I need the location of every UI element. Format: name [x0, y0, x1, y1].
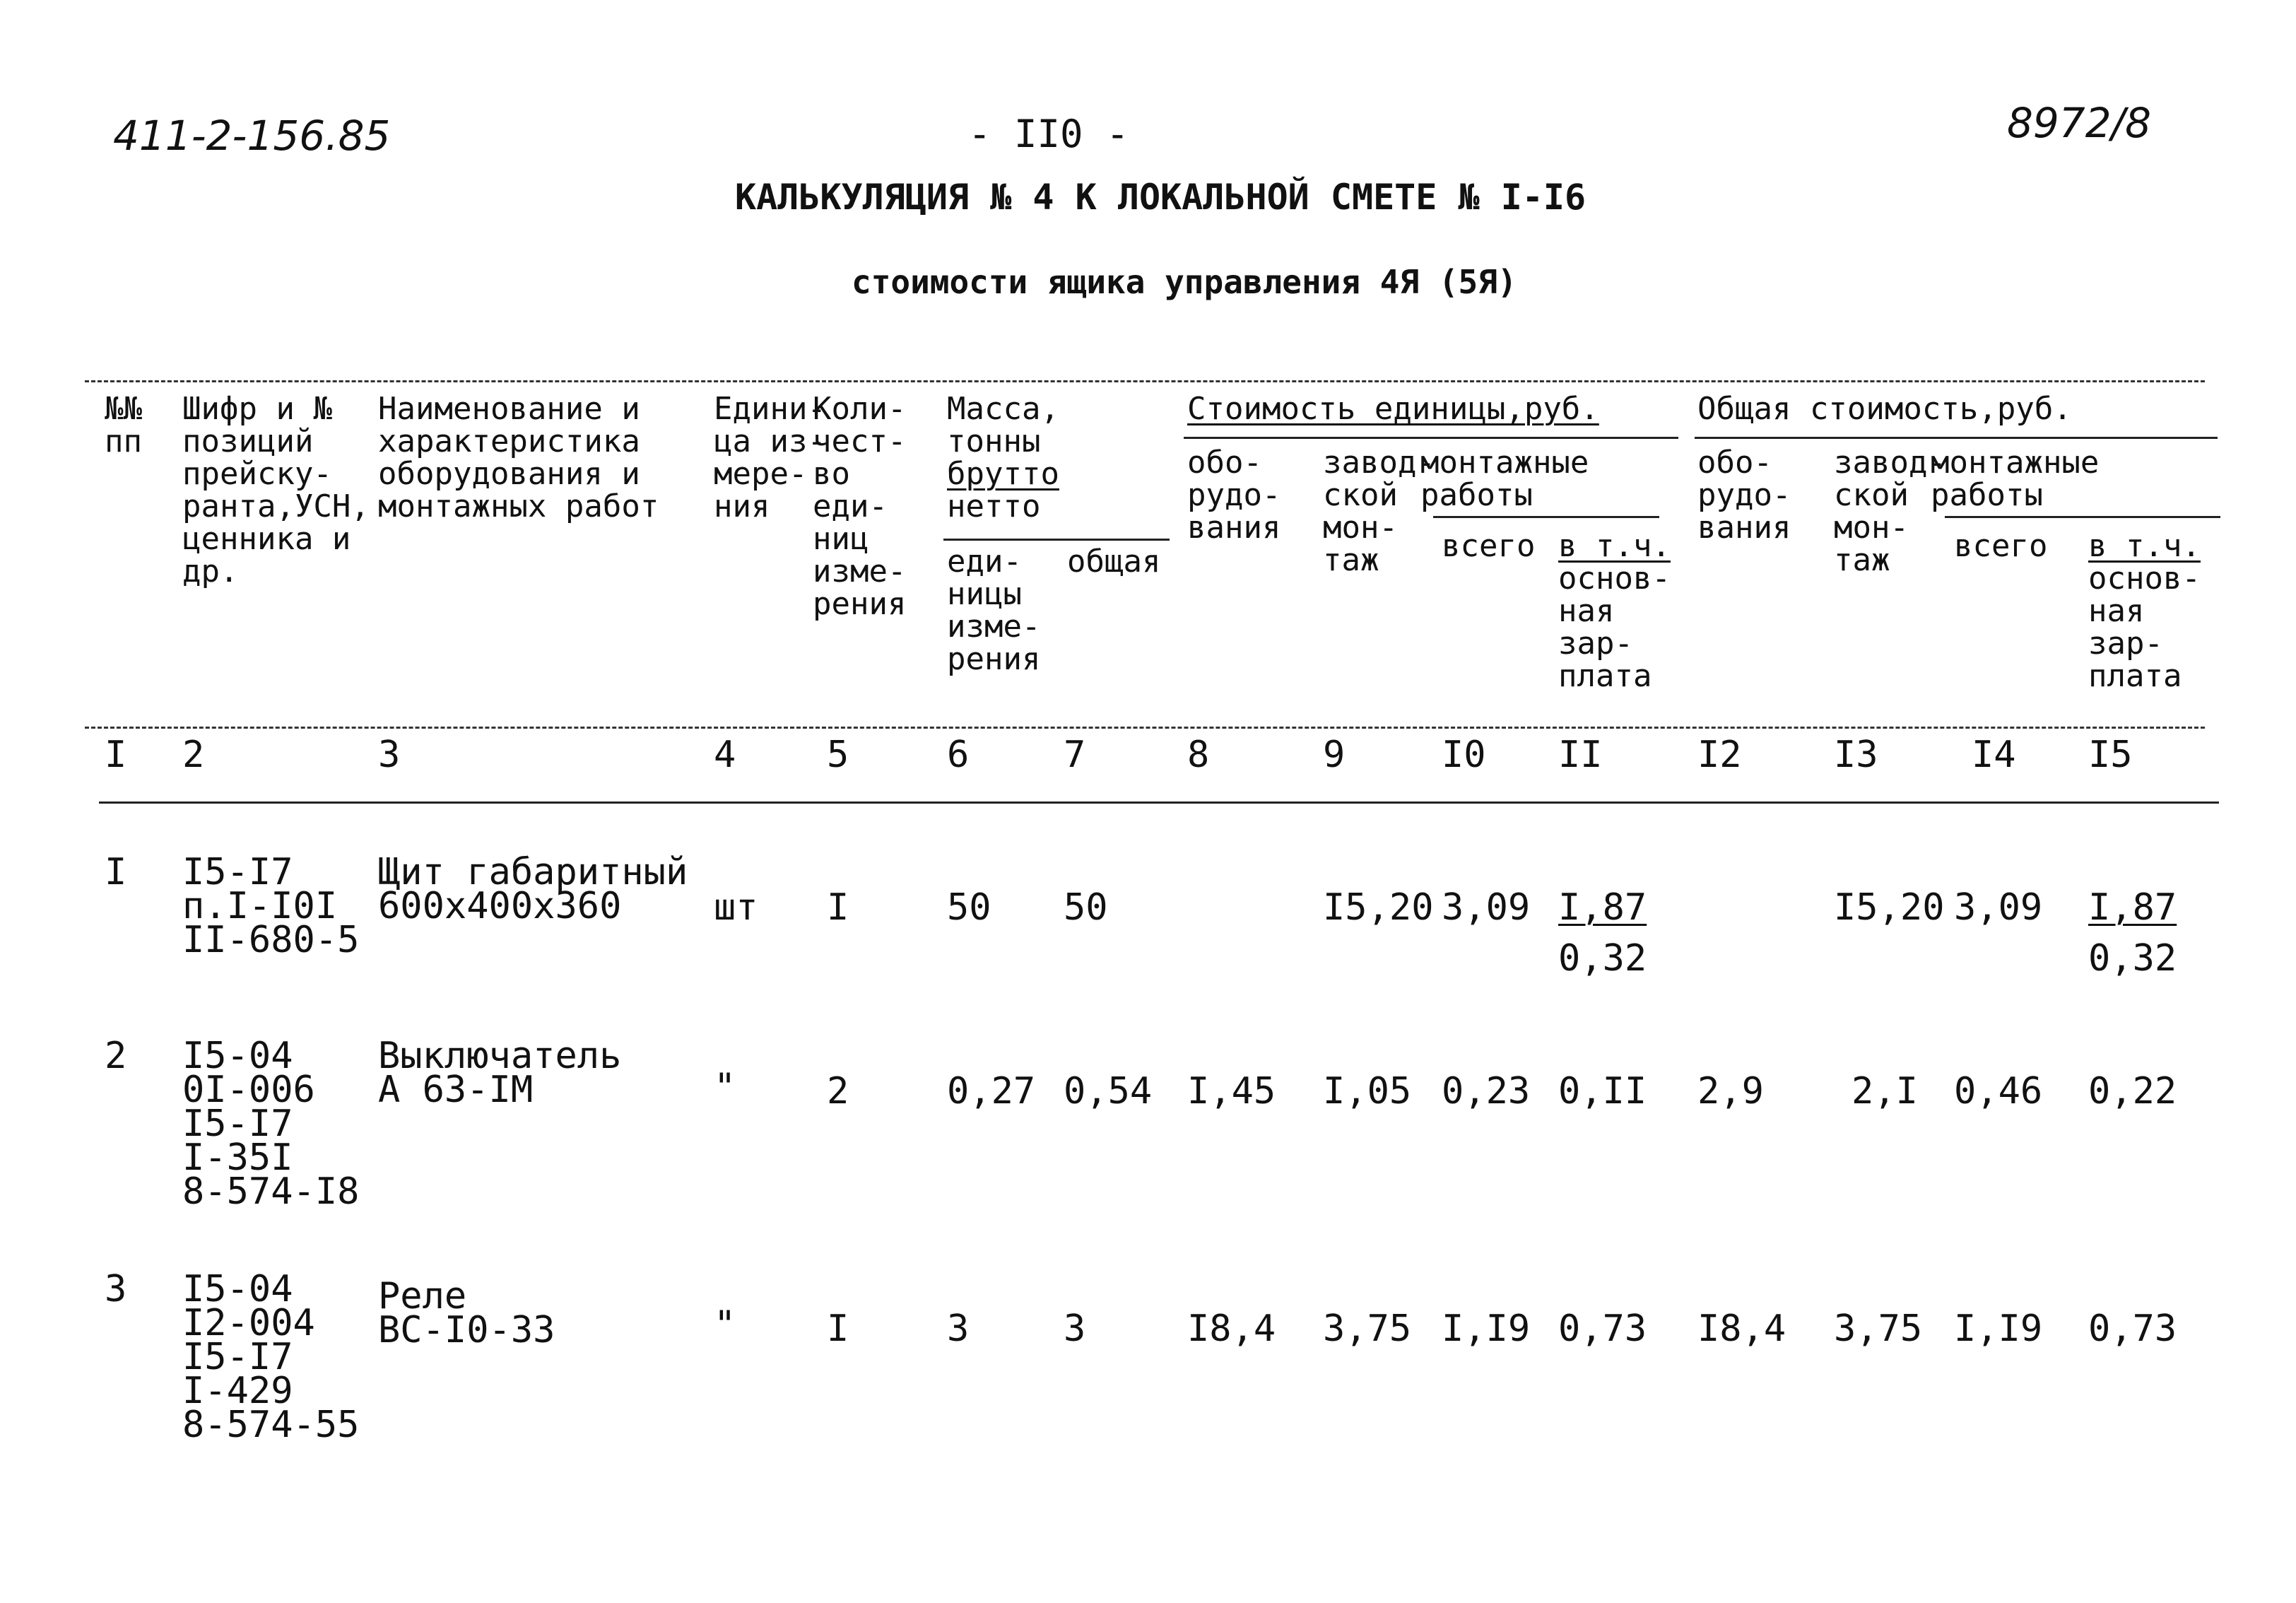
col-number: II	[1558, 734, 1603, 776]
col-number: 6	[947, 734, 970, 776]
works-rule-2	[1945, 516, 2220, 518]
header-top-rule	[85, 380, 2205, 382]
mass-sub-rule	[943, 539, 1170, 541]
col-number: 5	[827, 734, 849, 776]
total-cost-rule	[1695, 437, 2218, 439]
equipment-unit-cost: I8,4	[1187, 1308, 1276, 1350]
header-col-8: обо- рудо- вания	[1187, 445, 1281, 546]
row-number: 3	[105, 1268, 127, 1310]
page-number: - II0 -	[968, 112, 1129, 156]
works-rule	[1433, 516, 1659, 518]
col-number: 3	[378, 734, 401, 776]
mass-per-unit: 50	[947, 886, 991, 929]
factory-install-unit-cost: I5,20	[1323, 886, 1434, 929]
unit-of-measure: шт	[714, 886, 758, 929]
col-number: I0	[1442, 734, 1486, 776]
mass-total: 50	[1064, 886, 1108, 929]
col-number: I5	[2088, 734, 2133, 776]
header-brutto: брутто	[947, 456, 1059, 492]
column-number-rule	[99, 802, 2219, 804]
col-number: 9	[1323, 734, 1346, 776]
item-name: Реле ВС-I0-33	[378, 1275, 555, 1351]
quantity: I	[827, 1308, 849, 1350]
mass-total: 0,54	[1064, 1070, 1153, 1112]
factory-install-total-cost: I5,20	[1834, 886, 1945, 929]
header-col-5: Коли- чест- во еди- ниц изме- рения	[813, 391, 907, 622]
works-total-cost: 3,09	[1954, 886, 2043, 929]
header-col-10: всего	[1442, 528, 1536, 564]
header-unit-cost: Стоимость единицы,руб.	[1187, 391, 1599, 427]
header-col-1: №№ пп	[105, 391, 142, 459]
quantity: 2	[827, 1070, 849, 1112]
row-number: I	[105, 851, 127, 893]
wage-total-cost: 0,22	[2088, 1070, 2177, 1112]
mass-per-unit: 3	[947, 1308, 970, 1350]
header-col-11: основ- ная зар- плата	[1558, 560, 1671, 694]
col-number: I4	[1972, 734, 2016, 776]
header-col-9: завод- ской мон- таж	[1323, 445, 1435, 578]
factory-install-total-cost: 3,75	[1834, 1308, 1923, 1350]
header-col-15-prefix: в т.ч.	[2088, 528, 2201, 564]
works-total-cost: I,I9	[1954, 1308, 2043, 1350]
equipment-total-cost: 2,9	[1697, 1070, 1764, 1112]
unit-of-measure: "	[714, 1303, 736, 1346]
header-mass: Масса, тонны	[947, 391, 1059, 459]
works-total-cost: 0,46	[1954, 1070, 2043, 1112]
row-number: 2	[105, 1035, 127, 1077]
wage-total-cost-top: I,87	[2088, 886, 2177, 929]
unit-of-measure: "	[714, 1066, 736, 1108]
header-netto: нетто	[947, 488, 1041, 524]
position-code: I5-I7 п.I-I0I II-680-5	[182, 851, 360, 961]
header-col-6: еди- ницы изме- рения	[947, 544, 1041, 677]
position-code: I5-04 0I-006 I5-I7 I-35I 8-574-I8	[182, 1035, 360, 1213]
col-number: 2	[182, 734, 205, 776]
header-col-2: Шифр и № позиций прейску- ранта,УСН, ценника и др.	[182, 391, 370, 589]
mass-per-unit: 0,27	[947, 1070, 1036, 1112]
document-subtitle: стоимости ящика управления 4Я (5Я)	[852, 263, 1517, 301]
unit-cost-rule	[1184, 437, 1678, 439]
col-number: I3	[1834, 734, 1878, 776]
wage-total-cost: 0,73	[2088, 1308, 2177, 1350]
header-col-3: Наименование и характеристика оборудования и монтажных работ	[378, 391, 659, 524]
wage-unit-cost: 0,II	[1558, 1070, 1647, 1112]
mass-total: 3	[1064, 1308, 1086, 1350]
header-install-works-2: монтажные работы	[1931, 445, 2100, 513]
col-number: 4	[714, 734, 736, 776]
document-code: 411-2-156.85	[113, 112, 391, 160]
header-col-11-prefix: в т.ч.	[1558, 528, 1671, 564]
equipment-total-cost: I8,4	[1697, 1308, 1786, 1350]
works-unit-cost: 3,09	[1442, 886, 1531, 929]
equipment-unit-cost: I,45	[1187, 1070, 1276, 1112]
col-number: I2	[1697, 734, 1742, 776]
header-col-7: общая	[1067, 544, 1161, 580]
col-number: 8	[1187, 734, 1210, 776]
header-col-12: обо- рудо- вания	[1697, 445, 1791, 546]
header-col-4: Едини- ца из- мере- ния	[714, 391, 826, 524]
sheet-reference: 8972/8	[2007, 99, 2152, 147]
factory-install-unit-cost: 3,75	[1323, 1308, 1412, 1350]
col-number: 7	[1064, 734, 1086, 776]
header-col-13: завод- ской мон- таж	[1834, 445, 1946, 578]
wage-unit-cost-top: I,87	[1558, 886, 1647, 929]
header-install-works: монтажные работы	[1420, 445, 1589, 513]
document-title: КАЛЬКУЛЯЦИЯ № 4 К ЛОКАЛЬНОЙ СМЕТЕ № I-I6	[735, 177, 1586, 218]
factory-install-total-cost: 2,I	[1851, 1070, 1918, 1112]
wage-unit-cost-bottom: 0,32	[1558, 937, 1647, 980]
position-code: I5-04 I2-004 I5-I7 I-429 8-574-55	[182, 1268, 360, 1446]
item-name: Щит габаритный 600x400x360	[378, 851, 688, 927]
item-name: Выключатель А 63-IМ	[378, 1035, 622, 1111]
wage-total-cost-bottom: 0,32	[2088, 937, 2177, 980]
header-col-15: основ- ная зар- плата	[2088, 560, 2201, 694]
works-unit-cost: I,I9	[1442, 1308, 1531, 1350]
factory-install-unit-cost: I,05	[1323, 1070, 1412, 1112]
col-number: I	[105, 734, 127, 776]
quantity: I	[827, 886, 849, 929]
works-unit-cost: 0,23	[1442, 1070, 1531, 1112]
header-total-cost: Общая стоимость,руб.	[1697, 391, 2072, 427]
wage-unit-cost: 0,73	[1558, 1308, 1647, 1350]
header-col-14: всего	[1954, 528, 2048, 564]
header-bottom-rule	[85, 727, 2205, 729]
